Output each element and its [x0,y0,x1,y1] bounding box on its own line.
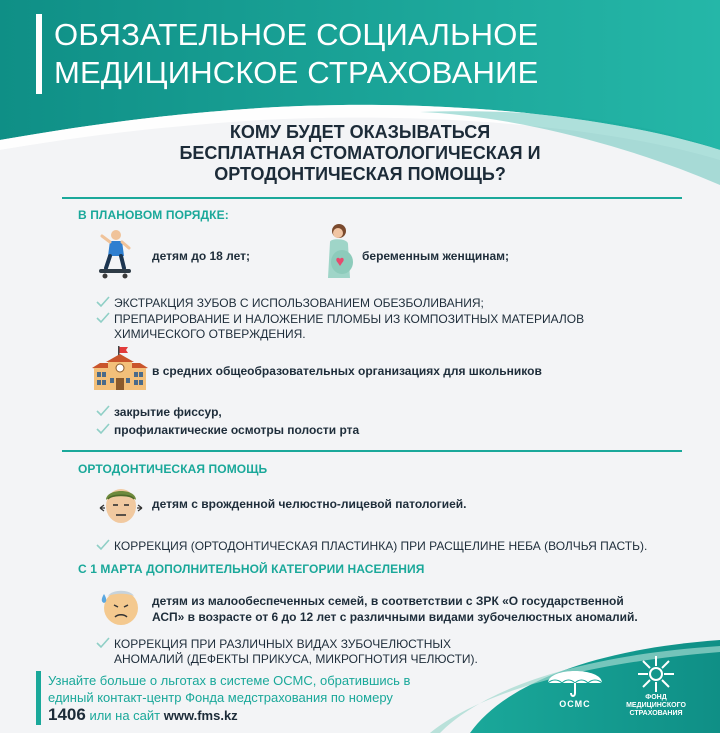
title-line-1: ОБЯЗАТЕЛЬНОЕ СОЦИАЛЬНОЕ [54,17,539,52]
fms-logo-line-2: МЕДИЦИНСКОГО [626,702,686,709]
footer-line-3-mid: или на сайт [85,708,164,723]
divider-top [62,197,682,199]
planned-item-1: ЭКСТРАКЦИЯ ЗУБОВ С ИСПОЛЬЗОВАНИЕМ ОБЕЗБОЛИВАНИЯ; [114,296,484,310]
divider-middle [62,450,682,452]
check-icon [96,405,110,417]
pregnant-woman-icon [320,222,356,280]
question-line-3: ОРТОДОНТИЧЕСКАЯ ПОМОЩЬ? [214,164,506,184]
march-text-line-2: АСП» в возрасте от 6 до 12 лет с различными видами зубочелюстных аномалий. [152,610,638,624]
school-item-2: профилактические осмотры полости рта [114,423,360,437]
fms-logo [636,654,676,694]
fms-logo-label [618,694,694,718]
footer-accent-bar [36,671,41,725]
fms-logo-line-3: СТРАХОВАНИЯ [629,710,683,717]
face-pathology-icon [98,482,144,528]
footer-line-2: единый контакт-центр Фонда медстрахования по номеру [48,690,393,705]
fms-logo-line-1: ФОНД [645,694,667,701]
march-item-line-2: АНОМАЛИЙ (ДЕФЕКТЫ ПРИКУСА, МИКРОГНОТИЯ ЧЕЛЮСТИ). [114,652,478,666]
osms-logo-label: ОСМС [559,699,591,709]
title-accent-bar [36,14,42,94]
check-icon [96,296,110,308]
congenital-label: детям с врожденной челюстно-лицевой патологией. [152,497,467,511]
orthodontic-heading: ОРТОДОНТИЧЕСКАЯ ПОМОЩЬ [78,462,268,476]
footer-line-3 [48,706,410,724]
footer-line-1: Узнайте больше о льготах в системе ОСМС, обратившись в [48,673,411,688]
phone-number: 1406 [48,705,86,724]
page-title [54,16,538,92]
check-icon [96,312,110,324]
question-line-1: КОМУ БУДЕТ ОКАЗЫВАТЬСЯ [229,122,491,142]
planned-item-3: ХИМИЧЕСКОГО ОТВЕРЖДЕНИЯ. [114,327,306,341]
march-heading: С 1 МАРТА ДОПОЛНИТЕЛЬНОЙ КАТЕГОРИИ НАСЕЛЕНИЯ [78,562,425,576]
planned-item-2: ПРЕПАРИРОВАНИЕ И НАЛОЖЕНИЕ ПЛОМБЫ ИЗ КОМПОЗИТНЫХ МАТЕРИАЛОВ [114,312,585,326]
check-icon [96,539,110,551]
planned-heading: В ПЛАНОВОМ ПОРЯДКЕ: [78,208,229,222]
school-item-1: закрытие фиссур, [114,405,222,419]
question-line-2: БЕСПЛАТНАЯ СТОМАТОЛОГИЧЕСКАЯ И [179,143,541,163]
orthodontic-item: КОРРЕКЦИЯ (ОРТОДОНТИЧЕСКАЯ ПЛАСТИНКА) ПРИ РАСЩЕЛИНЕ НЕБА (ВОЛЧЬЯ ПАСТЬ). [114,539,648,553]
footer-contact-text [48,672,410,724]
pregnant-label: беременным женщинам; [362,249,510,263]
children-label: детям до 18 лет; [152,249,251,263]
march-text-line-1: детям из малообеспеченных семей, в соответствии с ЗРК «О государственной [152,594,624,608]
website-link[interactable]: www.fms.kz [163,708,238,723]
main-question [120,122,600,185]
schools-label: в средних общеобразовательных организациях для школьников [152,364,542,378]
skateboarder-icon [96,228,134,280]
check-icon [96,423,110,435]
title-line-2: МЕДИЦИНСКОЕ СТРАХОВАНИЕ [54,55,539,90]
school-building-icon [92,346,148,392]
march-item-line-1: КОРРЕКЦИЯ ПРИ РАЗЛИЧНЫХ ВИДАХ ЗУБОЧЕЛЮСТНЫХ [114,637,451,651]
